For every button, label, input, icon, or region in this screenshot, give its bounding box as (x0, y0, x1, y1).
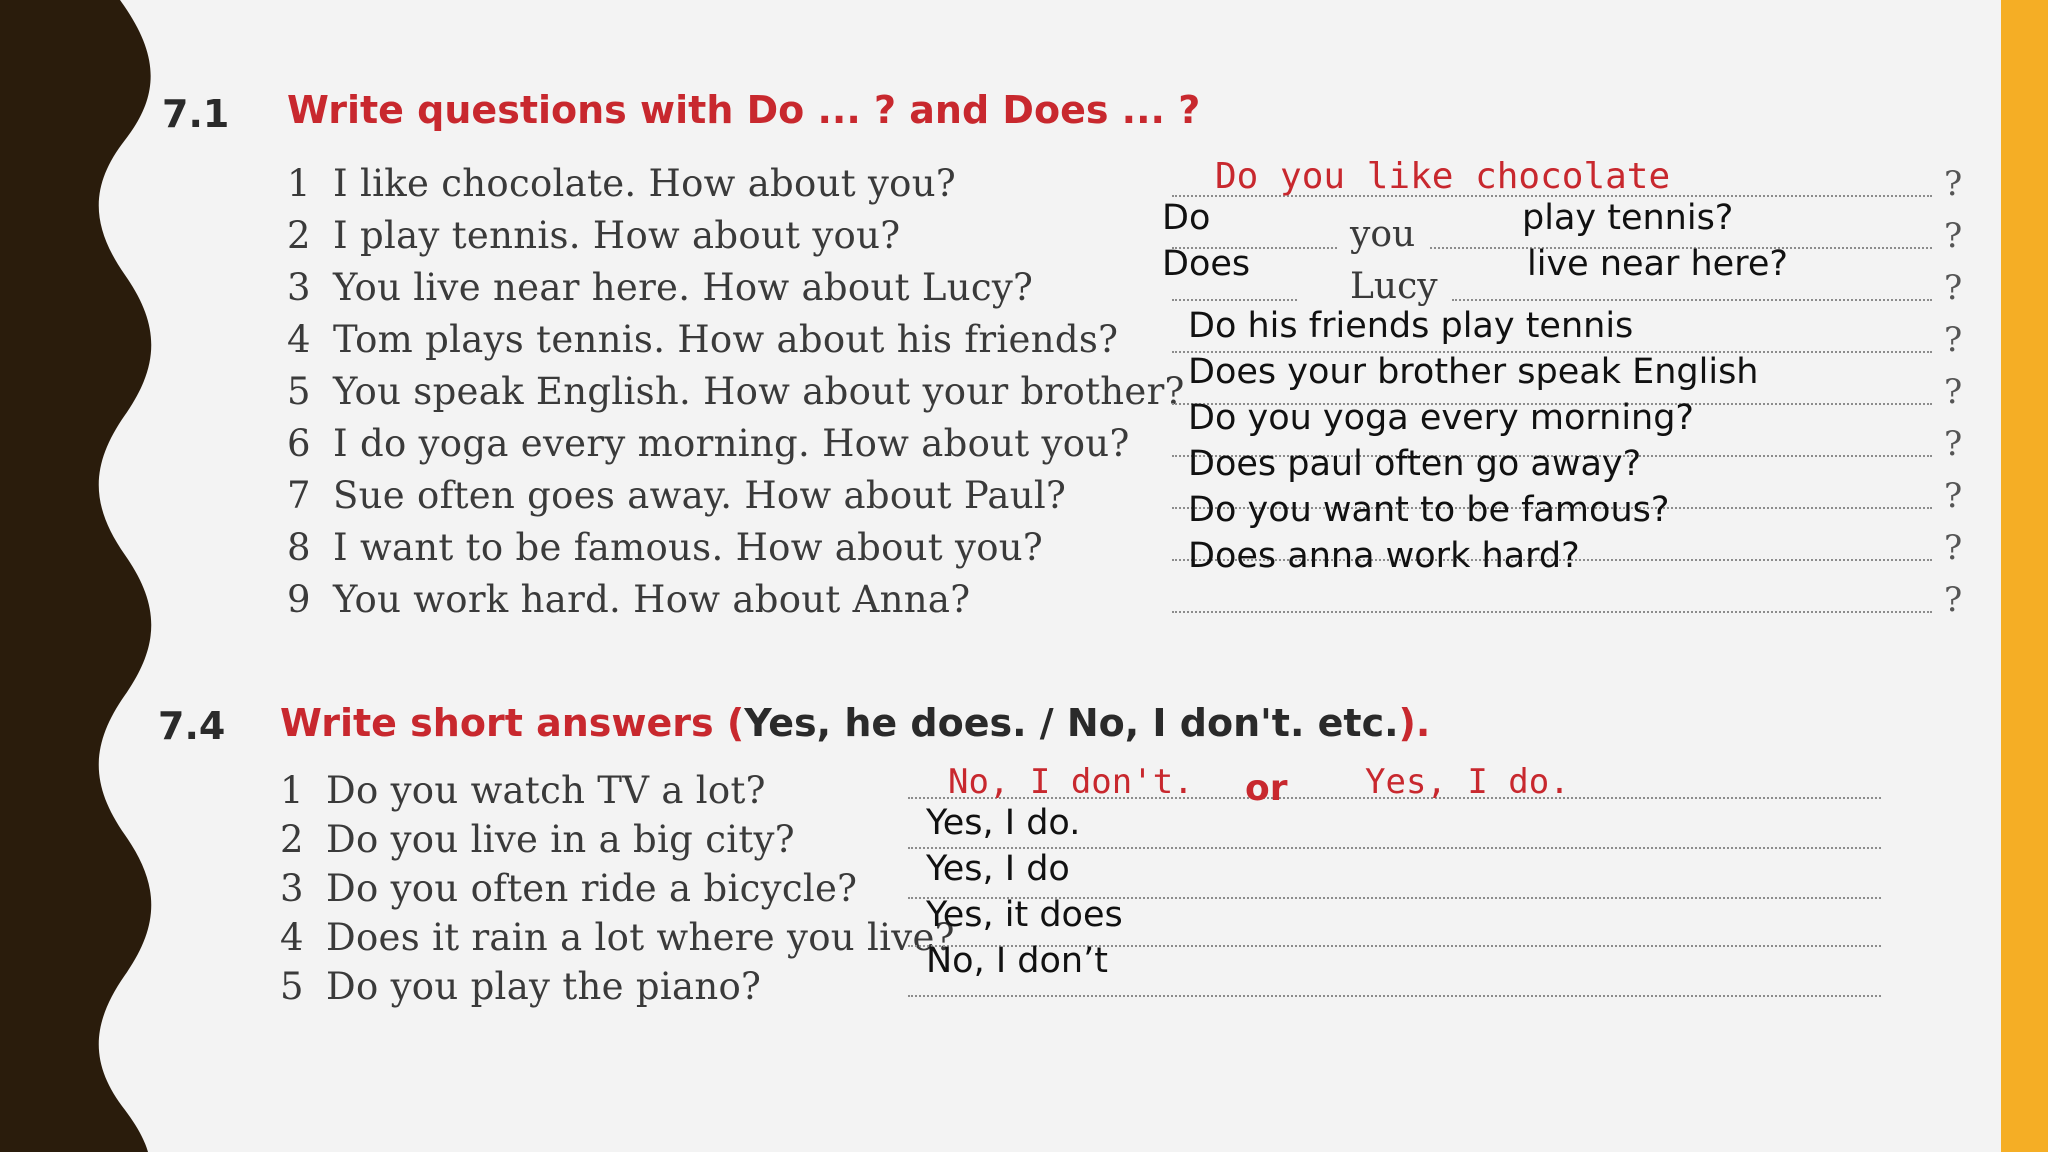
ex74-example-yes: Yes, I do. (1365, 762, 1570, 802)
question-text: Sue often goes away. How about Paul? (333, 474, 1067, 517)
question-number: 7 (287, 474, 311, 517)
question-mark: ? (1944, 216, 1963, 256)
question-text: Does it rain a lot where you live? (326, 916, 955, 959)
question-number: 1 (280, 769, 304, 812)
title-dark-part: Yes, he does. / No, I don't. etc. (744, 701, 1399, 745)
title-red-part: Write short answers ( (280, 701, 745, 745)
ex71-question-3 (287, 266, 1033, 309)
ex71-question-7 (287, 474, 1066, 517)
ex71-answer-9: Does anna work hard? (1188, 536, 1580, 576)
ex71-answer-7: Does paul often go away? (1188, 444, 1642, 484)
ex71-question-9 (287, 578, 970, 621)
answer-line (1172, 611, 1932, 613)
ex71-example-answer: Do you like chocolate (1215, 156, 1671, 197)
ex71-answer-3-end: live near here? (1527, 244, 1788, 284)
ex71-answer-2-start: Do (1162, 198, 1211, 238)
question-number: 4 (287, 318, 311, 361)
question-number: 5 (287, 370, 311, 413)
ex71-answer-3-start: Does (1162, 244, 1251, 284)
question-mark: ? (1944, 164, 1963, 204)
question-mark: ? (1944, 320, 1963, 360)
ex71-answer-4: Do his friends play tennis (1188, 306, 1634, 346)
question-mark: ? (1944, 528, 1963, 568)
ex74-or-word: or (1245, 768, 1288, 809)
ex71-question-4 (287, 318, 1118, 361)
question-text: Do you watch TV a lot? (326, 769, 766, 812)
question-number: 2 (280, 818, 304, 861)
question-mark: ? (1944, 424, 1963, 464)
answer-line (1452, 299, 1932, 301)
ex74-question-4 (280, 916, 955, 959)
question-text: You speak English. How about your brother? (333, 370, 1185, 413)
exercise-74-title (280, 701, 1430, 745)
ex71-answer-8: Do you want to be famous? (1188, 490, 1670, 530)
question-text: I like chocolate. How about you? (333, 162, 957, 205)
question-number: 1 (287, 162, 311, 205)
exercise-74-number: 7.4 (158, 704, 226, 748)
ex74-answer-4: Yes, it does (926, 895, 1123, 935)
question-text: I do yoga every morning. How about you? (333, 422, 1130, 465)
exercise-71-title: Write questions with Do ... ? and Does ... ? (287, 88, 1201, 132)
question-number: 3 (280, 867, 304, 910)
ex74-answer-5: No, I don’t (926, 941, 1108, 981)
ex71-book-word-you: you (1350, 214, 1416, 255)
question-text: I want to be famous. How about you? (333, 526, 1044, 569)
ex71-question-5 (287, 370, 1185, 413)
exercise-71-number: 7.1 (162, 92, 230, 136)
question-number: 3 (287, 266, 311, 309)
ex71-answer-2-end: play tennis? (1522, 198, 1734, 238)
question-text: Tom plays tennis. How about his friends? (333, 318, 1119, 361)
ex74-question-5 (280, 965, 761, 1008)
question-mark: ? (1944, 580, 1963, 620)
question-text: You live near here. How about Lucy? (333, 266, 1034, 309)
question-text: Do you often ride a bicycle? (326, 867, 858, 910)
ex71-answer-6: Do you yoga every morning? (1188, 398, 1695, 438)
ex71-answer-5: Does your brother speak English (1188, 352, 1759, 392)
title-end-part: ). (1398, 701, 1431, 745)
ex71-question-1 (287, 162, 956, 205)
question-number: 6 (287, 422, 311, 465)
question-number: 5 (280, 965, 304, 1008)
question-text: I play tennis. How about you? (333, 214, 901, 257)
question-number: 8 (287, 526, 311, 569)
ex74-question-3 (280, 867, 857, 910)
ex71-question-6 (287, 422, 1130, 465)
question-mark: ? (1944, 372, 1963, 412)
question-number: 4 (280, 916, 304, 959)
ex74-question-1 (280, 769, 766, 812)
ex74-example-no: No, I don't. (948, 762, 1194, 802)
ex71-question-8 (287, 526, 1043, 569)
answer-line (908, 995, 1881, 997)
question-text: Do you play the piano? (326, 965, 762, 1008)
question-mark: ? (1944, 268, 1963, 308)
question-text: You work hard. How about Anna? (333, 578, 971, 621)
question-number: 2 (287, 214, 311, 257)
ex71-book-word-lucy: Lucy (1350, 266, 1438, 307)
question-text: Do you live in a big city? (326, 818, 795, 861)
question-number: 9 (287, 578, 311, 621)
ex74-answer-2: Yes, I do. (926, 803, 1081, 843)
answer-line (1172, 299, 1297, 301)
question-mark: ? (1944, 476, 1963, 516)
ex74-answer-3: Yes, I do (926, 849, 1070, 889)
ex74-question-2 (280, 818, 795, 861)
ex71-question-2 (287, 214, 900, 257)
